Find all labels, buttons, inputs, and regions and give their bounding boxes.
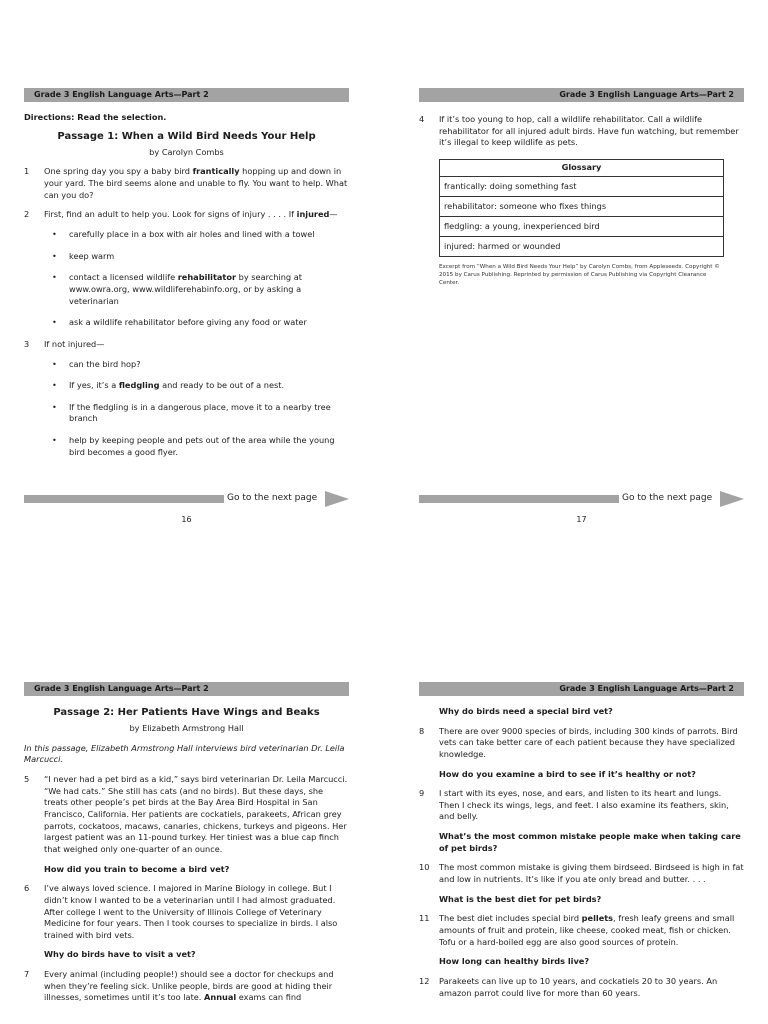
glossary-title: Glossary [561, 161, 602, 172]
next-page-indicator [24, 491, 349, 505]
interview-question: Why do birds need a special bird vet? [439, 706, 613, 716]
list-item: • ask a wildlife rehabilitator before giving any food or water [24, 317, 349, 329]
glossary-entry: fledgling: a young, inexperienced bird [440, 216, 723, 236]
paragraph-6 [24, 883, 349, 941]
page-number: 17 [576, 515, 587, 524]
next-page-label: Go to the next page [622, 493, 713, 503]
page-17 [419, 88, 744, 533]
list-item: • keep warm [24, 251, 349, 263]
next-page-bar [419, 495, 619, 503]
list-item: • help by keeping people and pets out of the area while the young bird becomes a good flyer. [24, 435, 349, 458]
interview-question: How do you examine a bird to see if it’s healthy or not? [439, 768, 696, 779]
vocab-word: rehabilitator [177, 272, 237, 283]
list-item: • If the fledgling is in a dangerous place, move it to a nearby tree branch [24, 402, 349, 425]
paragraph-8 [419, 726, 744, 761]
page-19 [419, 682, 744, 1024]
glossary-box [439, 159, 724, 257]
next-page-bar [24, 495, 224, 503]
paragraph-3 [24, 339, 349, 351]
paragraph-text: The best diet includes special bird [439, 913, 582, 924]
page-number: 16 [181, 515, 192, 524]
interview-question: What’s the most common mistake people make when taking care of pet birds? [439, 831, 741, 853]
paragraph-number: 9 [419, 788, 425, 799]
page-16 [24, 88, 349, 533]
paragraph-2 [24, 209, 349, 221]
page-header: Grade 3 English Language Arts—Part 2 [419, 88, 744, 102]
vocab-word: frantically [192, 166, 240, 177]
vocab-word: injured [296, 209, 330, 220]
next-page-label: Go to the next page [227, 493, 318, 503]
glossary-entry: rehabilitator: someone who fixes things [440, 196, 723, 216]
paragraph-text: If it’s too young to hop, call a wildlife rehabilitator. Call a wildlife rehabilitator for all injured adult birds. Have fun watching, but remember it’s illegal to keep wildlife as pets. [439, 114, 739, 148]
paragraph-text: I’ve always loved science. I majored in Marine Biology in college. But I didn’t know I wanted to be a veterinarian until I had almost graduated. After college I went to the University of Illinois College of Veterinary Medicine for four years. Then I took courses to specialize in birds. I also trained with bird vets. [44, 883, 338, 940]
glossary-entry: frantically: doing something fast [440, 176, 723, 196]
arrow-right-icon [720, 491, 744, 507]
passage-author: by Carolyn Combs [149, 146, 224, 157]
paragraph-text: I start with its eyes, nose, and ears, and listen to its heart and lungs. Then I check its wings, legs, and feet. I also examine its feathers, skin, and belly. [439, 788, 729, 822]
glossary-entry: injured: harmed or wounded [440, 236, 723, 256]
paragraph-number: 6 [24, 883, 30, 894]
bullet-list [24, 229, 349, 329]
copyright-credit: Excerpt from “When a Wild Bird Needs Your Help” by Carolyn Combs, from Appleseeds. Copyright © 2015 by Carus Publishing. Reprinted by permission of Carus Publishing via Copyright Clearance Center. [439, 263, 720, 286]
paragraph-text: There are over 9000 species of birds, including 300 kinds of parrots. Bird vets can take better care of each patient because they have specialized knowledge. [439, 725, 738, 759]
paragraph-number: 1 [24, 166, 30, 177]
page-header: Grade 3 English Language Arts—Part 2 [419, 682, 744, 696]
interview-question: How long can healthy birds live? [439, 956, 590, 967]
interview-question: How did you train to become a bird vet? [44, 863, 230, 874]
paragraph-text: “I never had a pet bird as a kid,” says bird veterinarian Dr. Leila Marcucci. “We had cats.” She still has cats (and no birds). But these days, she treats other people’s pet birds at the Bay Area Bird Hospital in San Francisco, California. Her patients are cockatiels, parakeets, African grey parrots, cockatoos, macaws, canaries, chickens, turkeys and pigeons. Her largest patient was an 11-pound turkey. Her tiniest was a blue cap finch that weighed only one-quarter of an ounce. [44, 774, 348, 854]
paragraph-text: — [329, 209, 338, 220]
paragraph-number: 4 [419, 114, 425, 124]
interview-question: What is the best diet for pet birds? [439, 893, 602, 904]
paragraph-number: 3 [24, 338, 30, 349]
paragraph-number: 8 [419, 725, 425, 736]
paragraph-text: Parakeets can live up to 10 years, and cockatiels 20 to 30 years. An amazon parrot could live for more than 60 years. [439, 975, 718, 998]
paragraph-text: , fresh leafy greens and small amounts of fruit and protein, like cheese, cooked meat, fish or chicken. Tofu or a hard-boiled egg are also good sources of protein. [439, 913, 735, 947]
paragraph-text: First, find an adult to help you. Look for signs of injury . . . . If [44, 209, 297, 220]
paragraph-10 [419, 862, 744, 885]
paragraph-text: If not injured— [44, 338, 105, 349]
paragraph-number: 11 [419, 913, 430, 924]
paragraph-number: 7 [24, 969, 30, 980]
passage-title: Passage 2: Her Patients Have Wings and Beaks [53, 707, 320, 718]
paragraph-11 [419, 913, 744, 948]
list-item: • can the bird hop? [24, 359, 349, 371]
list-item: • If yes, it’s a fledgling and ready to be out of a nest. [24, 380, 349, 392]
paragraph-1 [24, 166, 349, 201]
paragraph-4 [419, 114, 744, 149]
page-header: Grade 3 English Language Arts—Part 2 [24, 682, 349, 696]
arrow-right-icon [325, 491, 349, 507]
paragraph-7 [24, 969, 349, 1004]
next-page-indicator [419, 491, 744, 505]
passage-author: by Elizabeth Armstrong Hall [129, 723, 244, 734]
list-item: • contact a licensed wildlife rehabilitator by searching at www.owra.org, www.wildliferehabinfo.org, or by asking a veterinarian [24, 272, 349, 307]
list-item: • carefully place in a box with air holes and lined with a towel [24, 229, 349, 241]
vocab-word: pellets [581, 913, 614, 924]
directions: Directions: Read the selection. [24, 112, 167, 122]
paragraph-5 [24, 774, 349, 855]
page-18 [24, 682, 349, 1024]
page-header: Grade 3 English Language Arts—Part 2 [24, 88, 349, 102]
paragraph-number: 12 [419, 975, 430, 986]
paragraph-text: The most common mistake is giving them birdseed. Birdseed is high in fat and low in nutrients. It’s like if you ate only bread and butter. . . . [439, 862, 744, 885]
passage-intro: In this passage, Elizabeth Armstrong Hall interviews bird veterinarian Dr. Leila Marcucci. [24, 742, 345, 765]
paragraph-number: 10 [419, 862, 430, 873]
paragraph-text: hopping up and down in your yard. The bird seems alone and unable to fly. You want to help. What can you do? [44, 166, 348, 200]
vocab-word: fledgling [118, 380, 160, 391]
paragraph-text: Every animal (including people!) should see a doctor for checkups and when they’re feeling sick. Unlike people, birds are good at hiding their illnesses, sometimes until it’s too late. [44, 969, 334, 1003]
paragraph-number: 2 [24, 209, 30, 220]
vocab-word: Annual [204, 992, 237, 1003]
paragraph-9 [419, 788, 744, 823]
paragraph-text: One spring day you spy a baby bird [44, 166, 193, 177]
paragraph-12 [419, 976, 744, 999]
paragraph-text: exams can find [236, 992, 302, 1003]
interview-question: Why do birds have to visit a vet? [44, 949, 196, 960]
bullet-list [24, 359, 349, 459]
paragraph-number: 5 [24, 774, 30, 785]
passage-title: Passage 1: When a Wild Bird Needs Your Help [57, 130, 316, 142]
